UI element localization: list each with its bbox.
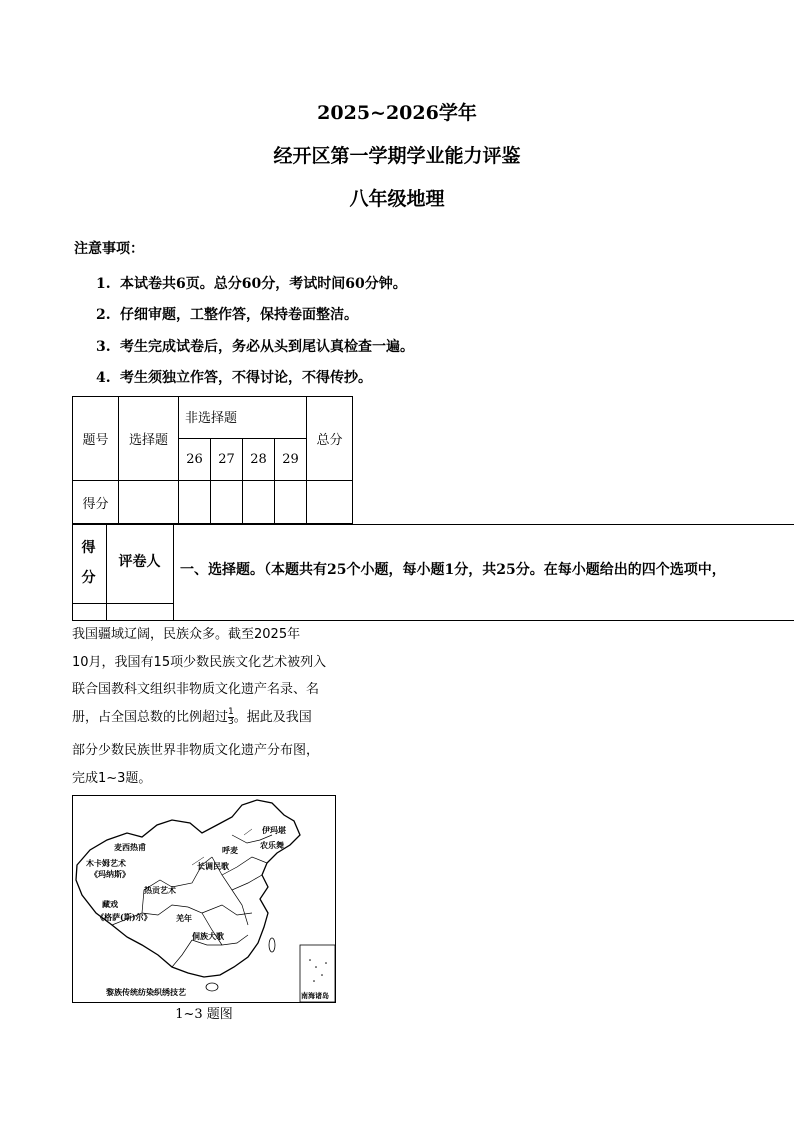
map-label-muqam: 木卡姆艺术 bbox=[86, 858, 126, 868]
note-item bbox=[96, 273, 407, 293]
grader-box bbox=[72, 524, 794, 621]
fraction-numerator: 1 bbox=[228, 707, 234, 717]
map-label-korean-dance: 农乐舞 bbox=[260, 840, 284, 850]
map-label-tibetan-opera: 藏戏 bbox=[102, 899, 118, 909]
score-cell-total[interactable] bbox=[307, 481, 353, 524]
note-text: 本试卷共6页。总分60分，考试时间60分钟。 bbox=[120, 276, 407, 292]
map-label-south-sea: 南海诸岛 bbox=[301, 991, 329, 1000]
note-number: 4. bbox=[96, 370, 111, 386]
grader-score-char-2: 分 bbox=[81, 570, 96, 586]
map-label-manas: 《玛纳斯》 bbox=[90, 869, 130, 879]
grader-name-cell[interactable] bbox=[106, 525, 174, 620]
map-label-regong: 热贡艺术 bbox=[144, 885, 176, 895]
score-cell-q26[interactable] bbox=[179, 481, 211, 524]
note-number: 1. bbox=[96, 276, 111, 292]
map-label-yimakan: 伊玛堪 bbox=[262, 825, 286, 835]
passage-text: 册，占全国总数的比例超过 bbox=[72, 710, 229, 725]
table-header-q28: 28 bbox=[243, 439, 275, 481]
passage-line: 联合国教科文组织非物质文化遗产名录、名 bbox=[72, 682, 320, 697]
fraction-denominator: 3 bbox=[228, 717, 234, 727]
exam-subject: 八年级地理 bbox=[349, 188, 445, 210]
map-label-maxirap: 麦西热甫 bbox=[114, 842, 146, 852]
passage-line bbox=[72, 706, 312, 727]
map-label-khoomei: 呼麦 bbox=[222, 845, 238, 855]
section-title: 一、选择题。（本题共有25个小题，每小题1分，共25分。在每小题给出的四个选项中， bbox=[180, 562, 726, 578]
map-label-dong-song: 侗族大歌 bbox=[192, 931, 224, 941]
score-cell-q28[interactable] bbox=[243, 481, 275, 524]
china-ich-map bbox=[72, 795, 336, 1003]
passage-line: 部分少数民族世界非物质文化遗产分布图， bbox=[72, 743, 320, 758]
grader-divider bbox=[72, 603, 173, 604]
exam-year: 2025~2026学年 bbox=[317, 102, 477, 124]
grader-label: 评卷人 bbox=[118, 554, 161, 570]
note-text: 考生须独立作答，不得讨论，不得传抄。 bbox=[120, 370, 372, 386]
table-header-choice: 选择题 bbox=[119, 397, 179, 481]
passage-line: 10月，我国有15项少数民族文化艺术被列入 bbox=[72, 655, 327, 670]
map-label-qiang-new-year: 羌年 bbox=[176, 913, 192, 923]
passage-text: 。据此及我国 bbox=[233, 710, 312, 725]
note-number: 2. bbox=[96, 307, 111, 323]
score-cell-choice[interactable] bbox=[119, 481, 179, 524]
table-header-q26: 26 bbox=[179, 439, 211, 481]
table-header-question-no: 题号 bbox=[73, 397, 119, 481]
passage-line: 我国疆域辽阔，民族众多。截至2025年 bbox=[72, 627, 301, 642]
exam-title: 经开区第一学期学业能力评鉴 bbox=[273, 145, 521, 167]
note-item bbox=[96, 304, 358, 324]
table-header-total: 总分 bbox=[307, 397, 353, 481]
note-item bbox=[96, 367, 372, 387]
note-item bbox=[96, 336, 414, 356]
note-text: 仔细审题，工整作答，保持卷面整洁。 bbox=[120, 307, 358, 323]
table-header-q27: 27 bbox=[211, 439, 243, 481]
table-header-q29: 29 bbox=[275, 439, 307, 481]
map-label-li-textile: 黎族传统纺染织绣技艺 bbox=[106, 987, 186, 997]
notes-heading: 注意事项： bbox=[74, 241, 144, 257]
passage-line: 完成1~3题。 bbox=[72, 771, 152, 786]
score-cell-q27[interactable] bbox=[211, 481, 243, 524]
grader-score-char-1: 得 bbox=[81, 540, 96, 556]
score-cell-q29[interactable] bbox=[275, 481, 307, 524]
table-score-label: 得分 bbox=[73, 481, 119, 524]
note-number: 3. bbox=[96, 339, 111, 355]
map-label-mongol-long-song: 长调民歌 bbox=[197, 861, 229, 871]
map-label-gesar: 《格萨(斯)尔》 bbox=[96, 912, 152, 922]
note-text: 考生完成试卷后，务必从头到尾认真检查一遍。 bbox=[120, 339, 414, 355]
score-table bbox=[72, 396, 353, 524]
map-caption: 1~3 题图 bbox=[175, 1007, 233, 1022]
table-header-nonchoice: 非选择题 bbox=[179, 397, 307, 439]
